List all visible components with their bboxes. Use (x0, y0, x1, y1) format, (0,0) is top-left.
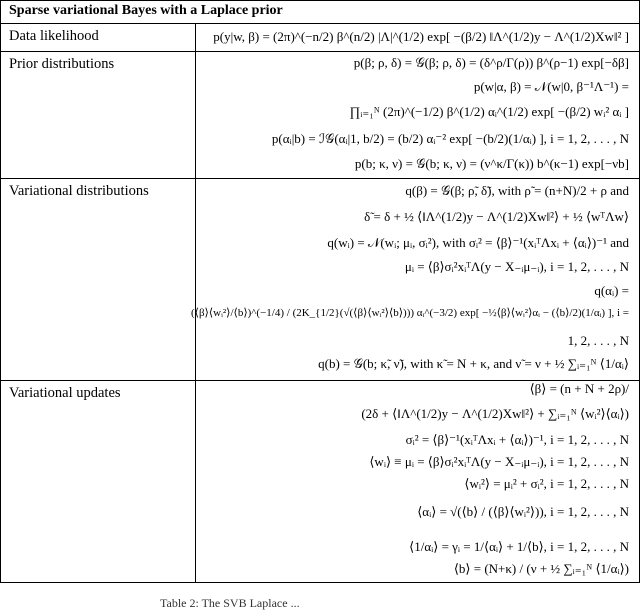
equation-line: q(αᵢ) = (594, 283, 629, 298)
equation-line: p(β; ρ, δ) = 𝒢(β; ρ, δ) = (δ^ρ/Γ(ρ)) β^(ρ−1) exp[−δβ] (353, 55, 629, 70)
row-divider (1, 23, 639, 24)
equation-line: σᵢ² = ⟨β⟩⁻¹(xᵢᵀΛxᵢ + ⟨αᵢ⟩)⁻¹, i = 1, 2, . . . , N (405, 432, 629, 447)
equation-line: 1, 2, . . . , N (567, 333, 629, 348)
equation-line: ⟨wᵢ²⟩ = μᵢ² + σᵢ², i = 1, 2, . . . , N (464, 476, 629, 491)
equation-line: ⟨αᵢ⟩ = √(⟨b⟩ / (⟨β⟩⟨wᵢ²⟩)), i = 1, 2, . . . , N (417, 504, 629, 519)
equation-line: q(β) = 𝒢(β; ρ̃, δ̃), with ρ̃ = (n+N)/2 + ρ and (405, 183, 629, 198)
equation-line: q(b) = 𝒢(b; κ̃, ν̃), with κ̃ = N + κ, and ν̃ = ν + ½ ∑ᵢ₌₁ᴺ ⟨1/αᵢ⟩ (318, 356, 629, 371)
equation-line: ⟨wᵢ⟩ ≡ μᵢ = ⟨β⟩σᵢ²xᵢᵀΛ(y − X₋ᵢμ₋ᵢ), i = 1, 2, . . . , N (369, 454, 629, 469)
equation-line: ⟨1/αᵢ⟩ = γᵢ = 1/⟨αᵢ⟩ + 1/⟨b⟩, i = 1, 2, . . . , N (409, 539, 629, 554)
equation-line: p(w|α, β) = 𝒩(w|0, β⁻¹Λ⁻¹) = (473, 79, 629, 94)
row-divider (1, 178, 639, 179)
section-label-data-likelihood: Data likelihood (9, 28, 99, 44)
equation-line: (2δ + ⟨‖Λ^(1/2)y − Λ^(1/2)Xw‖²⟩ + ∑ᵢ₌₁ᴺ ⟨wᵢ²⟩⟨αᵢ⟩) (361, 406, 629, 421)
column-divider (195, 23, 196, 582)
section-label-variational-updates: Variational updates (9, 385, 121, 401)
table-caption: Table 2: The SVB Laplace ... (160, 596, 300, 610)
equation-line: q(wᵢ) = 𝒩(wᵢ; μᵢ, σᵢ²), with σᵢ² = ⟨β⟩⁻¹(xᵢᵀΛxᵢ + ⟨αᵢ⟩)⁻¹ and (327, 235, 629, 250)
equation-line: p(b; κ, ν) = 𝒢(b; κ, ν) = (ν^κ/Γ(κ)) b^(κ−1) exp[−νb] (354, 156, 629, 171)
equation-line: (⟨β⟩⟨wᵢ²⟩/⟨b⟩)^(−1/4) / (2K_{1/2}(√(⟨β⟩⟨wᵢ²⟩⟨b⟩))) αᵢ^(−3/2) exp[ −½⟨β⟩⟨wᵢ²⟩αᵢ − (⟨b⟩/2)(1/αᵢ) ], i = (191, 307, 629, 319)
equation-line: p(y|w, β) = (2π)^(−n/2) β^(n/2) |Λ|^(1/2) exp[ −(β/2) ‖Λ^(1/2)y − Λ^(1/2)Xw‖² ] (213, 29, 629, 44)
row-divider (1, 51, 639, 52)
section-label-variational-distributions: Variational distributions (9, 183, 149, 199)
section-label-prior: Prior distributions (9, 56, 115, 72)
equation-line: p(αᵢ|b) = ℐ𝒢(αᵢ|1, b/2) = (b/2) αᵢ⁻² exp[ −(b/2)(1/αᵢ) ], i = 1, 2, . . . , N (271, 131, 629, 146)
table-title: Sparse variational Bayes with a Laplace prior (9, 3, 283, 18)
equation-line: ∏ᵢ₌₁ᴺ (2π)^(−1/2) β^(1/2) αᵢ^(1/2) exp[ −(β/2) wᵢ² αᵢ ] (349, 104, 629, 119)
equation-line: ⟨b⟩ = (N+κ) / (ν + ½ ∑ᵢ₌₁ᴺ ⟨1/αᵢ⟩) (453, 561, 629, 576)
equation-line: ⟨β⟩ = (n + N + 2ρ)/ (529, 381, 629, 396)
equation-line: δ̃ = δ + ½ ⟨‖Λ^(1/2)y − Λ^(1/2)Xw‖²⟩ + ½ ⟨wᵀΛw⟩ (364, 209, 629, 224)
equation-line: μᵢ = ⟨β⟩σᵢ²xᵢᵀΛ(y − X₋ᵢμ₋ᵢ), i = 1, 2, . . . , N (404, 259, 629, 274)
